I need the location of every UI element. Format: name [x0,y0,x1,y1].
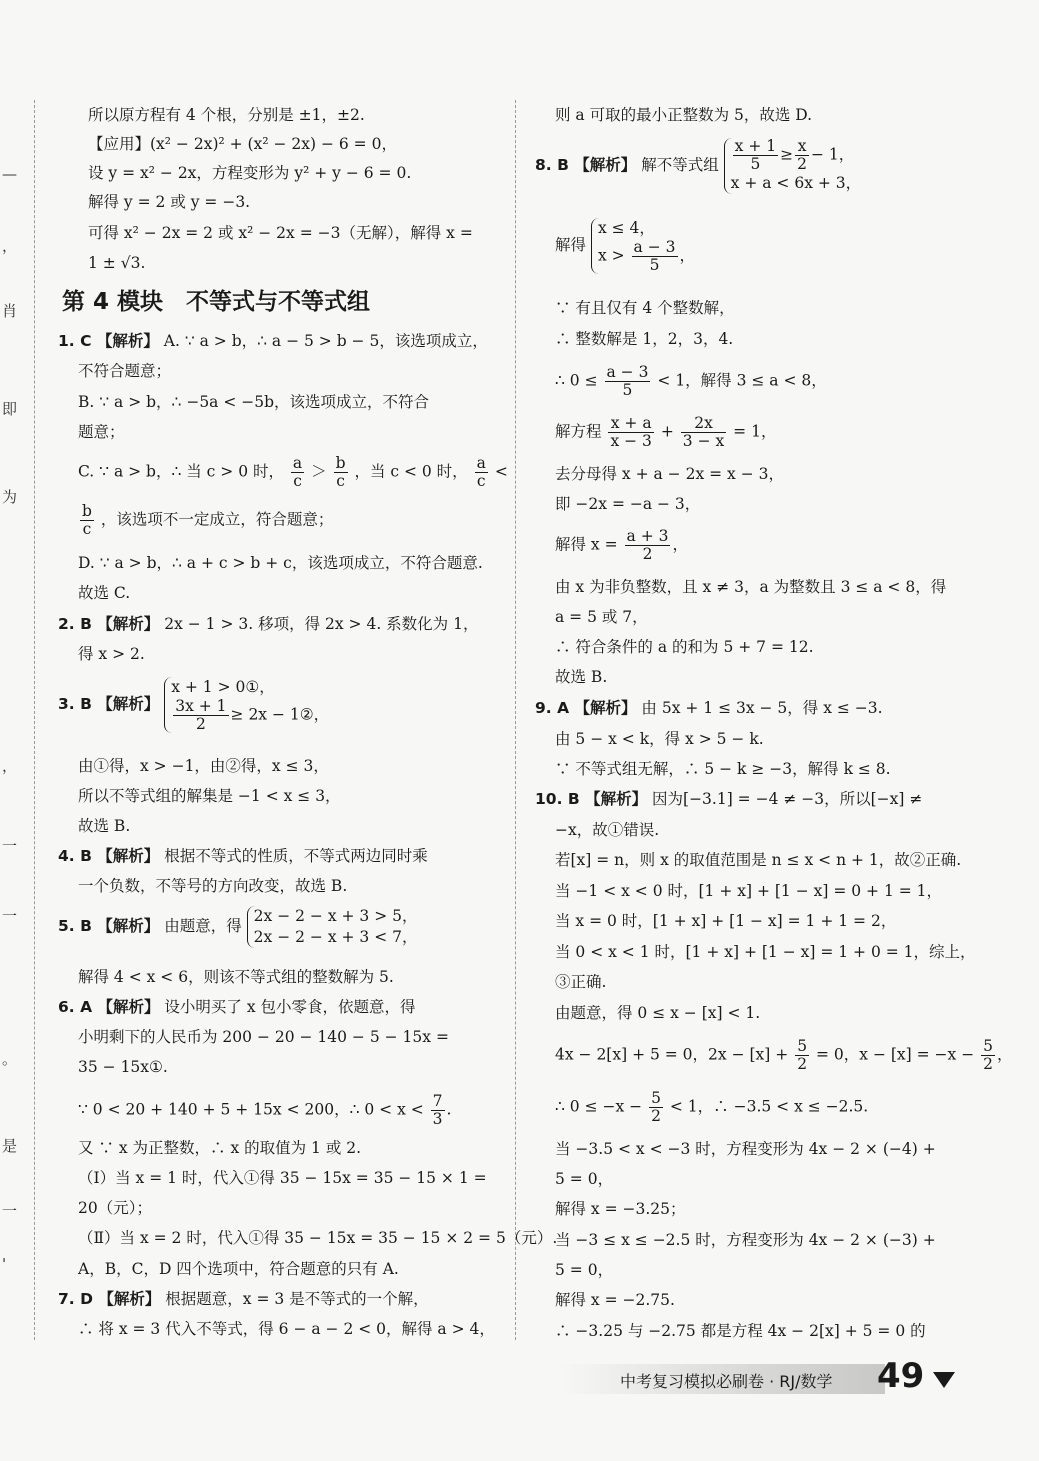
symbol: < [494,462,508,481]
text-line: 故选 C. [78,584,131,602]
text-line: 根据题意，x = 3 是不等式的一个解， [165,1290,429,1308]
fraction: $\frac{b}{c}$ [82,502,92,539]
question-label: 2. B 【解析】 [58,615,160,633]
question-8 [535,138,861,194]
text-line: 根据不等式的性质，不等式两边同时乘 [164,847,428,865]
question-1 [58,334,488,350]
question-label: 3. B 【解析】 [58,695,160,714]
triangle-down-icon [933,1372,955,1388]
edge-text: 一 [2,1202,18,1220]
text-line: 小明剩下的人民币为 200 − 20 − 140 − 5 − 15x = [78,1028,449,1046]
question-label: 10. B 【解析】 [535,790,648,808]
inequality-system: 2x − 2 − x + 3 > 5， 2x − 2 − x + 3 < 7， [247,906,418,948]
page-number: 49 [877,1356,925,1396]
question-3 [58,677,329,733]
text-line: 解得 4 < x < 6，则该不等式组的整数解为 5. [78,968,394,986]
edge-text: ， [2,757,18,775]
text-line: ∴ 将 x = 3 代入不等式，得 6 − a − 2 < 0，解得 a > 4， [78,1320,495,1338]
text-line: 由 5x + 1 ≤ 3x − 5，得 x ≤ −3. [641,699,883,717]
text-line: 去分母得 x + a − 2x = x − 3， [555,465,784,483]
text-line: 一个负数，不等号的方向改变，故选 B. [78,877,348,895]
text-line: 又 ∵ x 为正整数，∴ x 的取值为 1 或 2. [78,1139,362,1157]
formula-line: 4x − 2[x] + 5 = 0，2x − [x] + $\frac{5}{2}$ = 0，x − [x] = −x − $\frac{5}{2}$ ， [555,1037,1013,1074]
text-line: a = 5 或 7， [555,608,648,626]
section-title: 第 4 模块 不等式与不等式组 [62,289,371,315]
text-line: 当 x = 0 时，[1 + x] + [1 − x] = 1 + 1 = 2， [555,912,897,930]
edge-text: ， [2,237,18,255]
text-line: ∴ 整数解是 1，2，3，4. [555,330,734,348]
edge-text: 是 [2,1137,18,1155]
question-label: 5. B 【解析】 [58,916,160,935]
text-line: 5 = 0， [555,1261,614,1279]
text-line: A. ∵ a > b，∴ a − 5 > b − 5，该选项成立， [163,332,488,350]
text-segment: ，该选项不一定成立，符合题意； [100,510,334,529]
formula-line: ∵ 0 < 20 + 140 + 5 + 15x < 200，∴ 0 < x < $\frac{7}{3}$ . [78,1092,452,1129]
text-line: ∴ −3.25 与 −2.75 都是方程 4x − 2[x] + 5 = 0 的 [555,1322,926,1340]
text-line: 解得 x = −3.25； [555,1200,686,1218]
binding-line [34,100,35,1340]
symbol: ＞ [311,462,327,481]
question-10 [535,792,922,808]
fraction: $\frac{b}{c}$ [335,454,346,491]
text-line: 则 a 可取的最小正整数为 5，故选 D. [555,106,813,124]
question-9 [535,701,883,717]
column-divider [515,100,516,1340]
text-line: 当 0 < x < 1 时，[1 + x] + [1 − x] = 1 + 0 = 1，综上， [555,943,976,961]
formula-line: 解得 x ≤ 4， x > $\frac{a - 3}{5}$ ， [555,219,696,274]
formula-line: ∴ 0 ≤ $\frac{a - 3}{5}$ < 1，解得 3 ≤ a < 8， [555,363,827,400]
text-line: ③正确. [555,973,607,991]
text-line: 不符合题意； [78,362,172,380]
question-4 [58,849,428,865]
text-line: D. ∵ a > b，∴ a + c > b + c，该选项成立，不符合题意. [78,554,483,572]
text-line: 所以原方程有 4 个根，分别是 ±1，±2. [88,106,365,124]
text-line: 20（元）； [78,1199,152,1217]
formula-line: 解方程 $\frac{x + a}{x - 3}$ + $\frac{2x}{3 - x}$ = 1， [555,414,777,451]
fraction: $\frac{a}{c}$ [292,454,303,491]
inequality-system: $\frac{x + 1}{5}$ ≥ $\frac{x}{2}$ − 1， x + a < 6x + 3， [724,138,861,194]
text-line: 5 = 0， [555,1170,614,1188]
text-line: 当 −3 ≤ x ≤ −2.5 时，方程变形为 4x − 2 × (−3) + [555,1231,936,1249]
text-line: 由①得，x > −1，由②得，x ≤ 3， [78,757,329,775]
text-line: 若[x] = n，则 x 的取值范围是 n ≤ x < n + 1，故②正确. [555,851,962,869]
question-label: 1. C 【解析】 [58,332,159,350]
text-line: ∵ 有且仅有 4 个整数解， [555,299,735,317]
edge-text: 。 [2,1050,18,1068]
formula-line: ∴ 0 ≤ −x − $\frac{5}{2}$ < 1，∴ −3.5 < x ≤ −2.5. [555,1089,869,1126]
footer-title: 中考复习模拟必刷卷 · RJ/数学 [620,1372,833,1391]
text-line: 故选 B. [555,668,608,686]
text-line: −x，故①错误. [555,821,660,839]
edge-text: ' [2,1255,7,1273]
inequality-system: x + 1 > 0①， $\frac{3x + 1}{2}$ ≥ 2x − 1②， [164,677,329,733]
text-segment: ，当 c < 0 时， [354,462,468,481]
text-line: （Ⅱ）当 x = 2 时，代入①得 35 − 15x = 35 − 15 × 2 = 5（元）. [78,1229,558,1247]
text-segment: 解不等式组 [641,156,719,175]
question-label: 6. A 【解析】 [58,998,160,1016]
text-line: ∴ 符合条件的 a 的和为 5 + 7 = 12. [555,638,814,656]
text-line: 当 −1 < x < 0 时，[1 + x] + [1 − x] = 0 + 1 = 1， [555,882,943,900]
formula-line: 解得 x = $\frac{a + 3}{2}$ ， [555,527,688,564]
text-line: 由 5 − x < k，得 x > 5 − k. [555,730,764,748]
text-line: 当 −3.5 < x < −3 时，方程变形为 4x − 2 × (−4) + [555,1140,936,1158]
question-7 [58,1292,429,1308]
edge-text: — [2,165,17,183]
question-label: 8. B 【解析】 [535,156,637,175]
text-line: 1 ± √3. [88,254,146,272]
text-line: 所以不等式组的解集是 −1 < x ≤ 3， [78,787,341,805]
text-line: ∵ 不等式组无解，∴ 5 − k ≥ −3，解得 k ≤ 8. [555,760,891,778]
text-line: A，B，C，D 四个选项中，符合题意的只有 A. [78,1260,399,1278]
text-line: 35 − 15x①. [78,1058,168,1076]
text-line: 设 y = x² − 2x，方程变形为 y² + y − 6 = 0. [88,164,412,182]
question-label: 9. A 【解析】 [535,699,637,717]
text-line: 故选 B. [78,817,131,835]
formula-line [78,455,508,490]
text-line: 得 x > 2. [78,645,145,663]
text-line: （Ⅰ）当 x = 1 时，代入①得 35 − 15x = 35 − 15 × 1 = [78,1169,487,1187]
text-line: 2x − 1 > 3. 移项，得 2x > 4. 系数化为 1， [164,615,479,633]
text-line: 解得 y = 2 或 y = −3. [88,193,251,211]
text-segment: C. ∵ a > b，∴ 当 c > 0 时， [78,462,284,481]
edge-text: 肖 [2,302,18,320]
question-label: 4. B 【解析】 [58,847,160,865]
edge-text: 即 [2,400,18,418]
edge-text: 一 [2,907,18,925]
text-line: 由 x 为非负整数，且 x ≠ 3，a 为整数且 3 ≤ a < 8，得 [555,578,947,596]
text-line: 【应用】(x² − 2x)² + (x² − 2x) − 6 = 0， [88,135,397,153]
text-line: 因为[−3.1] = −4 ≠ −3，所以[−x] ≠ [652,790,923,808]
question-label: 7. D 【解析】 [58,1290,161,1308]
text-line: 即 −2x = −a − 3， [555,495,701,513]
question-2 [58,617,478,633]
text-line: 由题意，得 0 ≤ x − [x] < 1. [555,1004,761,1022]
text-line: 设小明买了 x 包小零食，依题意，得 [164,998,416,1016]
text-line: 题意； [78,423,125,441]
question-5 [58,906,417,948]
edge-text: 一 [2,837,18,855]
text-line: B. ∵ a > b，∴ −5a < −5b，该选项成立，不符合 [78,393,430,411]
text-line: 可得 x² − 2x = 2 或 x² − 2x = −3（无解），解得 x = [88,224,473,242]
question-6 [58,1000,416,1016]
text-segment: 由题意，得 [164,916,242,935]
edge-text: 为 [2,488,18,506]
text-line: 解得 x = −2.75. [555,1291,675,1309]
formula-line [78,503,333,538]
fraction: $\frac{a}{c}$ [476,454,486,491]
